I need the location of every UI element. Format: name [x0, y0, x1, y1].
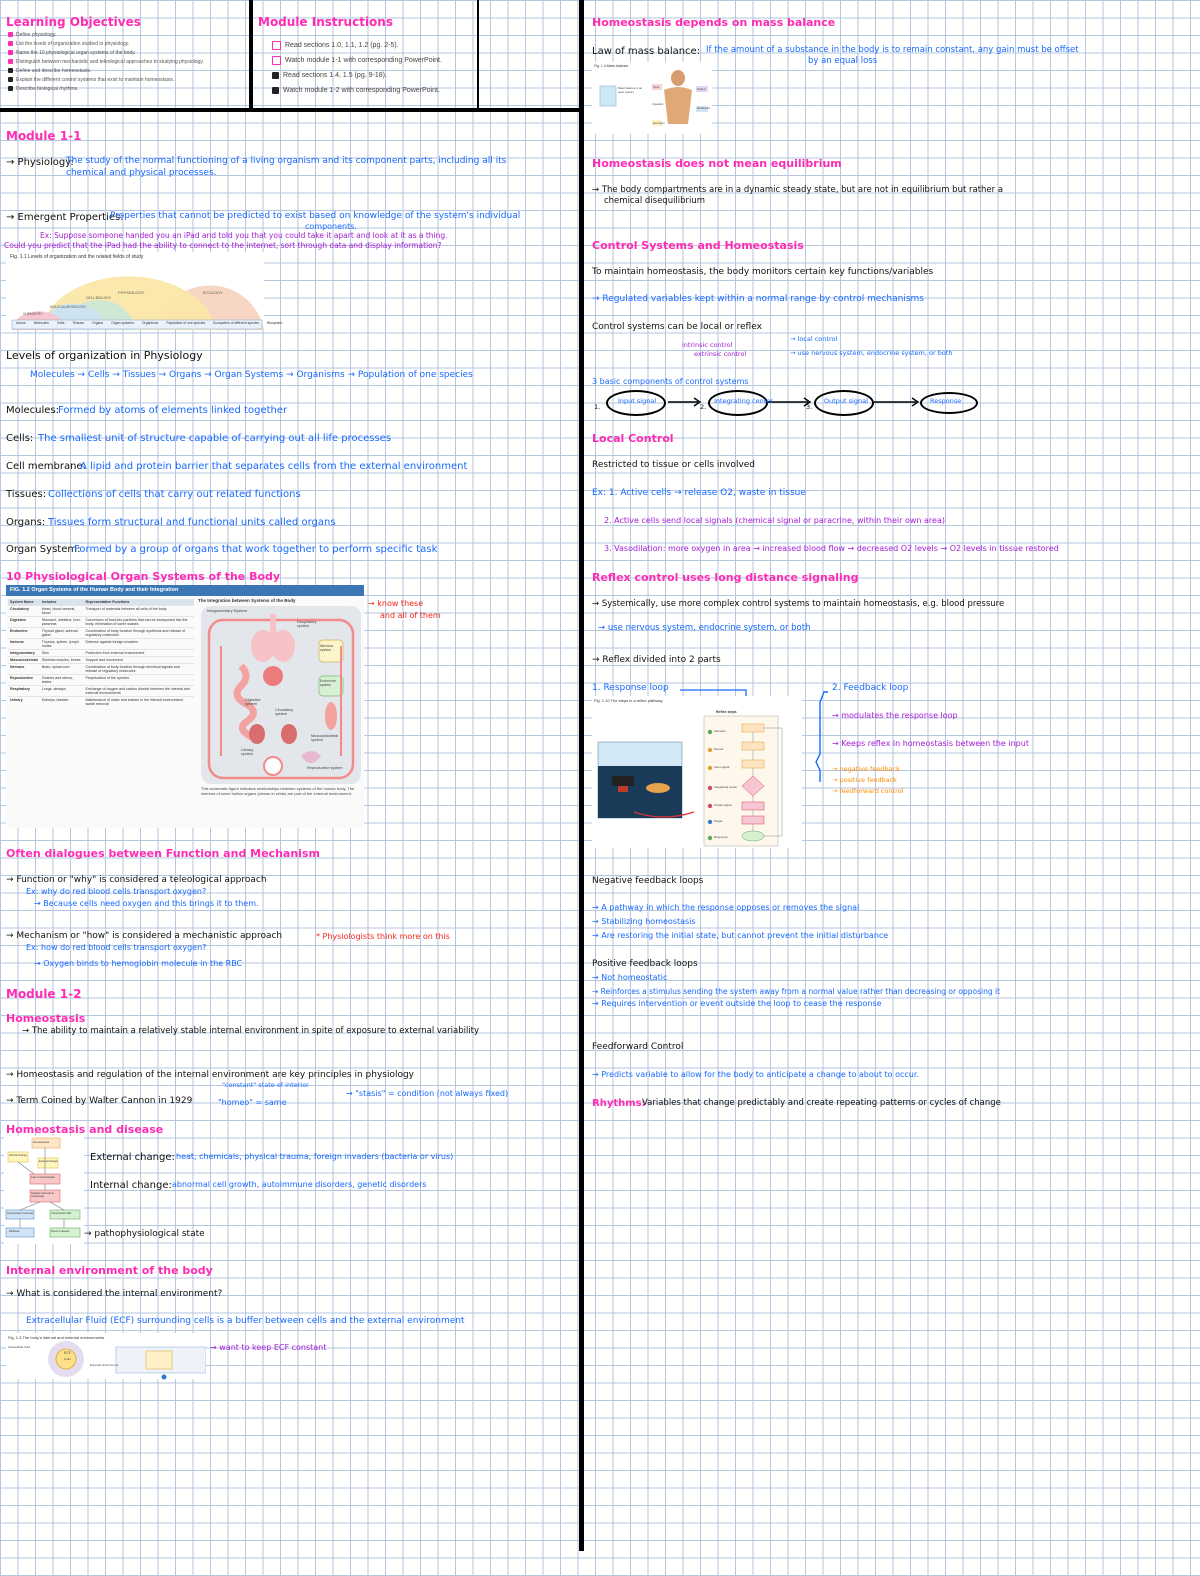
organ-system-definition: Formed by a group of organs that work together to perform specific task — [74, 544, 438, 555]
figure-reflex-pathway — [592, 696, 802, 848]
label-musculoskeletal: Musculoskeletal system — [311, 734, 339, 742]
negative-feedback-3: → Are restoring the initial state, but cannot prevent the initial disturbance — [592, 931, 889, 940]
feedforward-heading: Feedforward Control — [592, 1042, 684, 1052]
organ-system-label: Organ System: — [6, 544, 81, 555]
node-label: Compensation fails — [51, 1212, 72, 1215]
arc-label-ecology: ECOLOGY — [203, 290, 223, 295]
label-nervous: Nervous system — [320, 644, 334, 652]
positive-feedback-heading: Positive feedback loops — [592, 959, 698, 969]
mass-balance-label: Law of mass balance: — [592, 46, 701, 57]
pathophysiological-state: → pathophysiological state — [84, 1229, 205, 1239]
reflex-control-heading: Reflex control uses long distance signaling — [592, 571, 859, 584]
heart — [263, 666, 283, 686]
reflex-split: → Reflex divided into 2 parts — [592, 655, 721, 665]
mass-label: Metabolism — [697, 107, 711, 110]
control-systems-text: To maintain homeostasis, the body monitors certain key functions/variables — [592, 267, 934, 277]
step-dot — [708, 820, 712, 824]
integration-diagram — [201, 606, 361, 784]
positive-feedback-2: → Reinforces a stimulus sending the system away from a normal value rather than decreasing or opposing it — [592, 987, 1001, 996]
local-control-sub: → local control — [790, 335, 838, 343]
step-dot — [708, 786, 712, 790]
mechanism-line: → Mechanism or "how" is considered a mechanistic approach — [6, 931, 283, 941]
table-row — [8, 639, 194, 650]
mechanism-note: * Physiologists think more on this — [316, 932, 450, 941]
box-top-right-edge — [477, 0, 479, 110]
beaker — [600, 86, 616, 106]
reflex-control-text: → Systemically, use more complex control systems to maintain homeostasis, e.g. blood pressure — [592, 599, 1005, 609]
includes-cell: Brain, spinal cord — [40, 664, 84, 675]
node-label: Illness or disease — [51, 1230, 70, 1233]
physiology-definition-cont: chemical and physical processes. — [66, 168, 217, 178]
organs-label: Organs: — [6, 517, 46, 528]
tissues-label: Tissues: — [6, 489, 47, 500]
divider-horizontal-top — [0, 108, 581, 112]
label-respiratory: Respiratory system — [297, 620, 317, 628]
objective-item: Explain the different control systems that exist to maintain homeostasis. — [8, 75, 246, 84]
node-label: Wellness — [9, 1230, 20, 1233]
extrinsic-control: extrinsic control — [694, 350, 747, 358]
integration-note: This schematic figure indicates relationships between systems of the human body. The interiors of some hollow organs (shown in white) are part of the external environment. — [201, 786, 355, 796]
figure-levels-of-organization — [6, 252, 283, 330]
step-dot — [708, 748, 712, 752]
checkbox-icon — [8, 68, 13, 73]
table-header: Representative Functions — [83, 599, 194, 606]
external-change-label: External change: — [90, 1152, 175, 1163]
label-integumentary: Integumentary System — [207, 608, 248, 613]
node-label-response: Response — [930, 397, 962, 405]
table-row — [8, 617, 194, 628]
instruction-item: Read sections 1.4, 1.5 (pg. 9-18). — [272, 68, 477, 83]
step-box — [742, 742, 764, 750]
fig3-label: ECF — [64, 1351, 71, 1355]
function-answer: → Because cells need oxygen and this brings it to them. — [34, 899, 259, 908]
organ-systems-table — [8, 599, 194, 707]
feedback-type: → positive feedback — [832, 776, 897, 784]
function-cell: Exchange of oxygen and carbon dioxide between the internal and external environments — [83, 686, 194, 697]
reflex-step-label: Target — [714, 819, 723, 823]
flow-number: 2. — [700, 403, 707, 411]
system-name-cell: Urinary — [8, 697, 40, 708]
mass-label: Excretion — [653, 121, 665, 125]
mechanism-example: Ex: how do red blood cells transport oxygen? — [26, 943, 207, 952]
equilibrium-heading: Homeostasis does not mean equilibrium — [592, 157, 842, 170]
reflex-steps-title: Reflex steps — [716, 710, 737, 714]
mass-label: Mass balance in an open system — [618, 86, 643, 94]
reflex-steps-panel — [704, 716, 778, 846]
feedback-loop-label: 2. Feedback loop — [832, 683, 909, 693]
local-control-example: Ex: 1. Active cells → release O2, waste in tissue — [592, 488, 806, 498]
system-name-cell: Respiratory — [8, 686, 40, 697]
feedback-keeps: → Keeps reflex in homeostasis between the input — [832, 739, 1029, 748]
figure-caption: Fig. 1.10 The steps in a reflex pathway — [594, 698, 663, 703]
step-dot — [708, 766, 712, 770]
checkbox-icon — [272, 87, 279, 94]
emergent-definition-cont: components. — [305, 222, 357, 231]
function-cell: Coordination of body function through synthesis and release of regulatory molecules — [83, 628, 194, 639]
internal-environment-heading: Internal environment of the body — [6, 1264, 213, 1277]
reflex-control-sub: → use nervous system, endocrine system, or both — [598, 623, 811, 633]
instructions-list — [272, 38, 477, 98]
ecf-note: → want to keep ECF constant — [210, 1343, 327, 1352]
internal-environment-question: → What is considered the internal environment? — [6, 1289, 223, 1299]
node-label: Compensation succeeds — [7, 1212, 34, 1215]
system-name-cell: Nervous — [8, 664, 40, 675]
heater-element — [618, 786, 628, 792]
three-components-heading: 3 basic components of control systems — [592, 377, 749, 386]
heater — [612, 776, 634, 786]
feedback-modulates: → modulates the response loop — [832, 711, 958, 720]
ecf-text: Extracellular Fluid (ECF) surrounding cells is a buffer between cells and the external environment — [26, 1316, 465, 1326]
feedback-type: → negative feedback — [832, 765, 900, 773]
know-these-note: → know these — [368, 599, 424, 608]
local-control-restricted: Restricted to tissue or cells involved — [592, 460, 756, 470]
checkbox-icon — [8, 77, 13, 82]
homeo-same: "homeo" = same — [218, 1098, 287, 1107]
instruction-item: Watch module 1-2 with corresponding PowerPoint. — [272, 83, 477, 98]
module-1-1-heading: Module 1-1 — [6, 129, 82, 143]
fig3-label: Intracellular fluid — [8, 1345, 30, 1349]
module-1-2-heading: Module 1-2 — [6, 987, 82, 1001]
reflex-step-label: Stimulus — [714, 729, 726, 733]
function-cell: Coordination of body function through electrical signals and release of regulatory molecules — [83, 664, 194, 675]
physiology-definition: The study of the normal functioning of a living organism and its component parts, including all its — [66, 156, 507, 166]
table-header: System Name — [8, 599, 40, 606]
internal-change-label: Internal change: — [90, 1180, 172, 1191]
node-label: Loss of homeostasis — [31, 1176, 55, 1179]
system-name-cell: Immune — [8, 639, 40, 650]
mass-label: Ingestion — [652, 102, 664, 106]
instructions-title: Module Instructions — [258, 15, 393, 29]
system-name-cell: Digestive — [8, 617, 40, 628]
molecules-definition: Formed by atoms of elements linked together — [58, 405, 288, 416]
physiology-label: → Physiology: — [6, 157, 74, 168]
kidney-left — [249, 724, 265, 744]
reflex-step-label: Input signal — [714, 765, 730, 769]
table-row — [8, 686, 194, 697]
node-label-output: Output signal — [824, 397, 868, 405]
intrinsic-control: intrinsic control — [682, 341, 733, 349]
includes-cell: Thymus, spleen, lymph nodes — [40, 639, 84, 650]
divider-vertical-main — [579, 0, 584, 1551]
control-systems-heading: Control Systems and Homeostasis — [592, 239, 804, 252]
environment-svg — [6, 1341, 206, 1381]
homeostasis-definition: → The ability to maintain a relatively stable internal environment in spite of exposure to external variability — [22, 1026, 480, 1036]
mass-balance-definition: If the amount of a substance in the body is to remain constant, any gain must be offset — [706, 45, 1079, 55]
local-control-heading: Local Control — [592, 432, 674, 445]
system-name-cell: Integumentary — [8, 650, 40, 657]
bladder — [264, 757, 282, 775]
table-row — [8, 664, 194, 675]
know-these-note-cont: and all of them — [380, 611, 441, 620]
cells-definition: The smallest unit of structure capable of carrying out all life processes — [38, 433, 392, 444]
checked-box-icon — [272, 41, 281, 50]
label-circulatory: Circulatory system — [275, 708, 294, 716]
flow-number: 3. — [806, 403, 813, 411]
node-label: Homeostasis — [33, 1140, 50, 1144]
label-endocrine: Endocrine system — [320, 679, 336, 687]
kidney-right — [281, 724, 297, 744]
feedback-type: → feedforward control — [832, 787, 904, 795]
objective-item: List the levels of organization studied in physiology. — [8, 39, 246, 48]
homeostasis-disease-heading: Homeostasis and disease — [6, 1123, 164, 1136]
checkbox-icon — [8, 32, 13, 37]
response-loop-label: 1. Response loop — [592, 683, 669, 693]
figure-title-bar: FIG. 1.2 Organ Systems of the Human Body and their Integration — [6, 585, 364, 596]
person-body — [664, 87, 692, 124]
negative-feedback-1: → A pathway in which the response opposes or removes the signal — [592, 903, 860, 912]
function-cell: Perpetuation of the species — [83, 675, 194, 686]
function-line: → Function or "why" is considered a teleological approach — [6, 875, 267, 885]
local-control-example-3: 3. Vasodilation: more oxygen in area → increased blood flow → decreased O2 levels → O2 levels in tissue restored — [604, 544, 1059, 553]
mass-balance-svg — [592, 62, 712, 132]
function-mechanism-heading: Often dialogues between Function and Mechanism — [6, 847, 320, 860]
local-control-example-2: 2. Active cells send local signals (chemical signal or paracrine, within their own area) — [604, 516, 945, 525]
control-types: Control systems can be local or reflex — [592, 322, 762, 332]
system-name-cell: Circulatory — [8, 606, 40, 617]
term-coined: → Term Coined by Walter Cannon in 1929 — [6, 1096, 193, 1106]
checked-box-icon — [272, 56, 281, 65]
checkbox-icon — [8, 59, 13, 64]
levels-chain-figure: Atoms Molecules Cells Tissues Organs Organ systems Organisms Population of one species Ecosystem of different species Biosphere — [16, 321, 283, 325]
membrane-label: Cell membrane: — [6, 461, 86, 472]
molecules-label: Molecules: — [6, 405, 60, 416]
negative-feedback-heading: Negative feedback loops — [592, 876, 704, 886]
node-label-integrating: Integrating center — [714, 397, 773, 405]
homeostasis-disease-diagram — [4, 1136, 84, 1244]
emergent-label: → Emergent Properties: — [6, 212, 124, 223]
figure-mass-balance — [592, 62, 712, 134]
node-label-input: Input signal — [618, 397, 657, 405]
label-urinary: Urinary system — [241, 748, 254, 756]
feedback-brace — [816, 692, 828, 782]
label-reproductive: Reproductive system — [307, 766, 343, 770]
node-label: Organism attempts to compensate — [31, 1192, 54, 1198]
external-change-text: heat, chemicals, physical trauma, foreign invaders (bacteria or virus) — [176, 1152, 454, 1161]
includes-cell: Ovaries and uterus, testes — [40, 675, 84, 686]
emergent-example-cont: Could you predict that the iPad had the ability to connect to the internet, sort through data and display information? — [4, 241, 442, 250]
water-surface — [598, 766, 682, 818]
arc-label-cell: CELL BIOLOGY — [86, 296, 112, 300]
includes-cell: Skin — [40, 650, 84, 657]
function-cell: Conversion of food into particles that can be transported into the body; elimination of some wastes — [83, 617, 194, 628]
step-box — [742, 802, 764, 810]
objective-item: Define and describe homeostasis. — [8, 66, 246, 75]
homeostasis-heading: Homeostasis — [6, 1012, 86, 1025]
checkbox-icon — [8, 50, 13, 55]
function-example: Ex: why do red blood cells transport oxygen? — [26, 887, 207, 896]
objective-item: Distinguish between mechanistic and teleological approaches to studying physiology. — [8, 57, 246, 66]
reflex-step-label: Sensor — [714, 747, 724, 751]
equilibrium-text-cont: chemical disequilibrium — [604, 196, 706, 206]
reflex-step-label: Output signal — [714, 803, 732, 807]
internal-change-text: abnormal cell growth, autoimmune disorders, genetic disorders — [172, 1180, 427, 1189]
function-cell: Transport of materials between all cells of the body — [83, 606, 194, 617]
homeostasis-constant: "constant" state of interior — [222, 1081, 309, 1089]
negative-feedback-2: → Stabilizing homeostasis — [592, 917, 696, 926]
organs-definition: Tissues form structural and functional units called organs — [48, 517, 336, 528]
rhythms-text: Variables that change predictably and create repeating patterns or cycles of change — [642, 1098, 1001, 1108]
includes-cell: Lungs, airways — [40, 686, 84, 697]
table-row — [8, 657, 194, 664]
objective-item: Name the 10 physiological organ systems of the body. — [8, 48, 246, 57]
tissues-definition: Collections of cells that carry out related functions — [48, 489, 301, 500]
mass-balance-definition-cont: by an equal loss — [808, 56, 878, 66]
fish — [646, 783, 670, 793]
reflex-step-label: Response — [714, 835, 728, 839]
emergent-definition: Properties that cannot be predicted to exist based on knowledge of the system's individual — [110, 211, 521, 221]
system-name-cell: Musculoskeletal — [10, 658, 38, 662]
includes-cell: Heart, blood vessels, blood — [40, 606, 84, 617]
step-box — [742, 724, 764, 732]
fig3-label: External environment — [90, 1363, 119, 1367]
membrane-definition: A lipid and protein barrier that separates cells from the external environment — [80, 461, 468, 472]
levels-title: Levels of organization in Physiology — [6, 349, 203, 362]
reproductive-organ — [301, 751, 321, 763]
figure-caption: Fig. 1.1 Levels of organization and the related fields of study — [10, 254, 144, 260]
instruction-item: Watch module 1-1 with corresponding PowerPoint. — [272, 53, 477, 68]
mass-balance-heading: Homeostasis depends on mass balance — [592, 16, 836, 29]
node-label: Internal change — [9, 1154, 27, 1157]
arc-label-chemistry: CHEMISTRY — [23, 312, 43, 316]
table-row — [8, 697, 194, 708]
divider-vertical-top-left — [249, 0, 253, 111]
fig3-label: Cells — [64, 1357, 71, 1361]
compartment-ecf — [146, 1351, 172, 1369]
objectives-title: Learning Objectives — [6, 15, 141, 29]
marker-dot — [162, 1375, 167, 1380]
step-ellipse — [742, 831, 764, 841]
ten-systems-heading: 10 Physiological Organ Systems of the Body — [6, 570, 281, 583]
instruction-item: Read sections 1.0, 1.1, 1.2 (pg. 2-5). — [272, 38, 477, 53]
emergent-example: Ex: Suppose someone handed you an iPad and told you that you could take it apart and look at it as a thing. — [40, 231, 448, 240]
figure-internal-external — [6, 1333, 206, 1379]
checkbox-icon — [8, 41, 13, 46]
flow-number: 1. — [594, 403, 601, 411]
positive-feedback-3: → Requires intervention or event outside the loop to cease the response — [592, 999, 882, 1008]
integration-title: The Integration between Systems of the Body — [198, 598, 296, 603]
table-row — [8, 628, 194, 639]
regulated-variables: → Regulated variables kept within a normal range by control mechanisms — [592, 294, 924, 304]
disease-flow-svg — [4, 1136, 84, 1244]
cells-label: Cells: — [6, 433, 34, 444]
trachea — [270, 614, 276, 636]
table-row — [8, 650, 194, 657]
muscle — [325, 702, 337, 730]
figure-organ-systems — [6, 585, 364, 828]
includes-cell: Kidneys, bladder — [40, 697, 84, 708]
integration-svg — [201, 606, 361, 784]
function-cell: Protection from external environment — [83, 650, 194, 657]
label-digestive: Digestive system — [245, 698, 261, 706]
step-dot — [708, 730, 712, 734]
objectives-list — [8, 30, 246, 93]
stasis-condition: → "stasis" = condition (not always fixed) — [346, 1089, 509, 1098]
objective-item: Define physiology. — [8, 30, 246, 39]
person-head — [671, 70, 685, 86]
reflex-svg — [592, 702, 802, 848]
function-cell: Maintenance of water and solutes in the internal environment; waste removal — [83, 697, 194, 708]
arc-label-physiology: PHYSIOLOGY — [118, 290, 145, 295]
positive-feedback-1: → Not homeostatic — [592, 973, 668, 982]
reflex-long-distance: → use nervous system, endocrine system, or both — [790, 349, 953, 357]
rhythms-label: Rhythms: — [592, 1098, 646, 1109]
levels-chain: Molecules → Cells → Tissues → Organs → Organ Systems → Organisms → Population of one species — [30, 370, 473, 380]
equilibrium-text: → The body compartments are in a dynamic steady state, but are not in equilibrium but rather a — [592, 185, 1004, 195]
control-flow — [590, 388, 990, 418]
mass-label: Output — [697, 87, 706, 91]
homeostasis-key: → Homeostasis and regulation of the internal environment are key principles in physiology — [6, 1070, 415, 1080]
step-dot — [708, 836, 712, 840]
arc-label-molecular: MOLECULAR BIOLOGY — [50, 305, 87, 309]
checkbox-icon — [8, 86, 13, 91]
feedforward-text: → Predicts variable to allow for the body to anticipate a change to about to occur. — [592, 1070, 919, 1079]
system-name-cell: Reproductive — [8, 675, 40, 686]
step-box — [742, 760, 764, 768]
figure-caption: Fig. 1.3 The body's internal and external environments — [8, 1335, 105, 1340]
step-box — [742, 816, 764, 824]
checkbox-icon — [272, 72, 279, 79]
includes-cell: Stomach, intestine, liver, pancreas — [40, 617, 84, 628]
includes-cell: Thyroid gland, adrenal gland — [40, 628, 84, 639]
step-dot — [708, 804, 712, 808]
reflex-step-label: Integrating center — [714, 785, 738, 789]
mechanism-answer: → Oxygen binds to hemoglobin molecule in the RBC — [34, 959, 243, 968]
table-row — [8, 606, 194, 617]
table-header: Includes — [40, 599, 84, 606]
function-cell: Defense against foreign invaders — [83, 639, 194, 650]
function-cell: Support and movement — [83, 657, 194, 664]
mass-label: Input — [653, 85, 660, 89]
includes-cell: Skeletal muscles, bones — [40, 657, 84, 664]
system-name-cell: Endocrine — [8, 628, 40, 639]
node-label: External change — [39, 1160, 58, 1163]
table-row — [8, 675, 194, 686]
figure-caption: Fig. 1.4 Mass balance — [594, 64, 629, 68]
objective-item: Describe biological rhythms. — [8, 84, 246, 93]
